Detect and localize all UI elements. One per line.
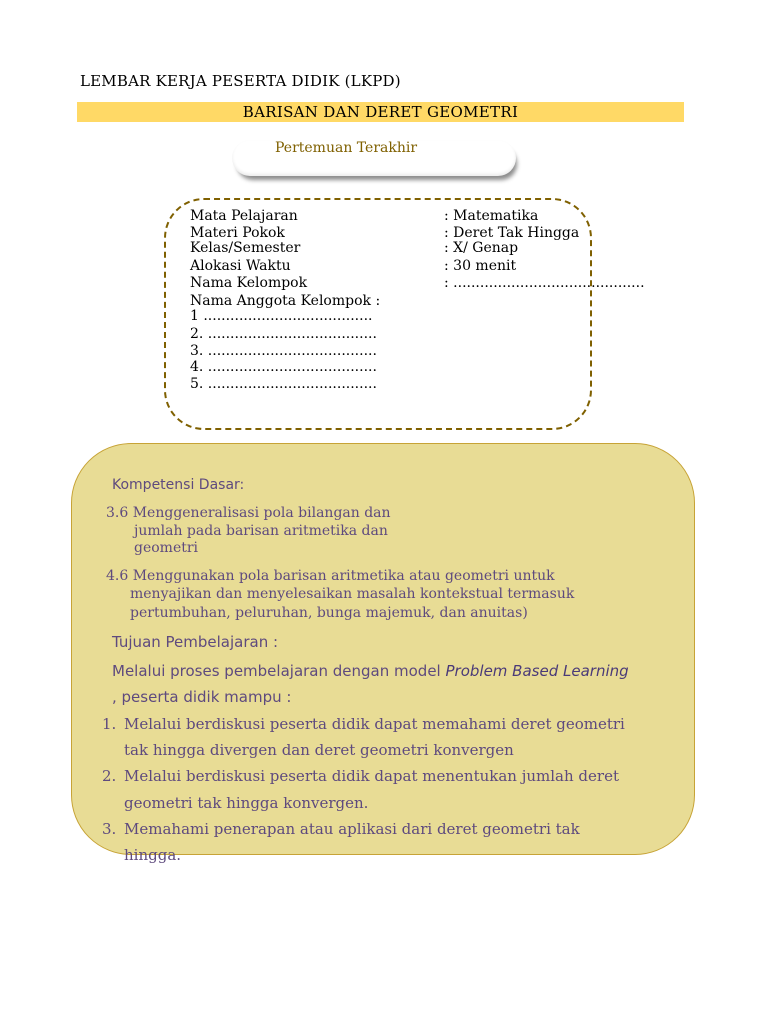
- competency-heading: Kompetensi Dasar:: [112, 477, 245, 493]
- objective-3-line-2: hingga.: [124, 846, 182, 864]
- time-allocation-label: Alokasi Waktu: [190, 258, 291, 274]
- member-line-2: 2. ......................................: [190, 326, 377, 342]
- objective-1-line-2: tak hingga divergen dan deret geometri konvergen: [124, 741, 514, 759]
- kd-4-6-line-1: 4.6 Menggunakan pola barisan aritmetika atau geometri untuk: [106, 568, 555, 584]
- objectives-intro-cont: , peserta didik mampu :: [112, 688, 292, 706]
- kd-4-6-line-2: menyajikan dan menyelesaikan masalah kontekstual termasuk: [130, 586, 575, 602]
- member-line-3: 3. ......................................: [190, 343, 377, 359]
- topic-banner: [77, 102, 684, 122]
- time-allocation-value: : 30 menit: [444, 258, 517, 274]
- topic-value: : Deret Tak Hingga: [444, 225, 580, 241]
- document-title: LEMBAR KERJA PESERTA DIDIK (LKPD): [80, 72, 401, 90]
- class-semester-label: Kelas/Semester: [190, 240, 301, 256]
- objective-2-number: 2.: [102, 767, 117, 785]
- objective-1-number: 1.: [102, 715, 117, 733]
- objective-2-line-2: geometri tak hingga konvergen.: [124, 794, 369, 812]
- objectives-heading: Tujuan Pembelajaran :: [112, 633, 279, 651]
- group-name-field: : ...........................................: [444, 275, 645, 291]
- member-line-5: 5. ......................................: [190, 376, 377, 392]
- topic-title: BARISAN DAN DERET GEOMETRI: [242, 103, 519, 121]
- meeting-label: Pertemuan Terakhir: [275, 140, 418, 156]
- kd-4-6-line-3: pertumbuhan, peluruhan, bunga majemuk, dan anuitas): [130, 605, 528, 621]
- member-line-1: 1 ......................................: [190, 308, 373, 324]
- objectives-intro-line: [112, 662, 629, 680]
- group-name-label: Nama Kelompok: [190, 275, 308, 291]
- objectives-intro: Melalui proses pembelajaran dengan model: [112, 662, 441, 680]
- learning-model: Problem Based Learning: [445, 662, 629, 680]
- kd-3-6-line-1: 3.6 Menggeneralisasi pola bilangan dan: [106, 505, 391, 521]
- subject-value: : Matematika: [444, 208, 539, 224]
- objective-3-line-1: Memahami penerapan atau aplikasi dari deret geometri tak: [124, 820, 580, 838]
- objective-3-number: 3.: [102, 820, 117, 838]
- kd-3-6-line-3: geometri: [134, 540, 199, 556]
- kd-3-6-line-2: jumlah pada barisan aritmetika dan: [134, 523, 388, 539]
- subject-label: Mata Pelajaran: [190, 208, 298, 224]
- meeting-badge: [232, 140, 516, 176]
- objective-1-line-1: Melalui berdiskusi peserta didik dapat memahami deret geometri: [124, 715, 625, 733]
- topic-label: Materi Pokok: [190, 225, 285, 241]
- objective-2-line-1: Melalui berdiskusi peserta didik dapat menentukan jumlah deret: [124, 767, 619, 785]
- group-members-label: Nama Anggota Kelompok :: [190, 293, 381, 309]
- member-line-4: 4. ......................................: [190, 359, 377, 375]
- class-semester-value: : X/ Genap: [444, 240, 519, 256]
